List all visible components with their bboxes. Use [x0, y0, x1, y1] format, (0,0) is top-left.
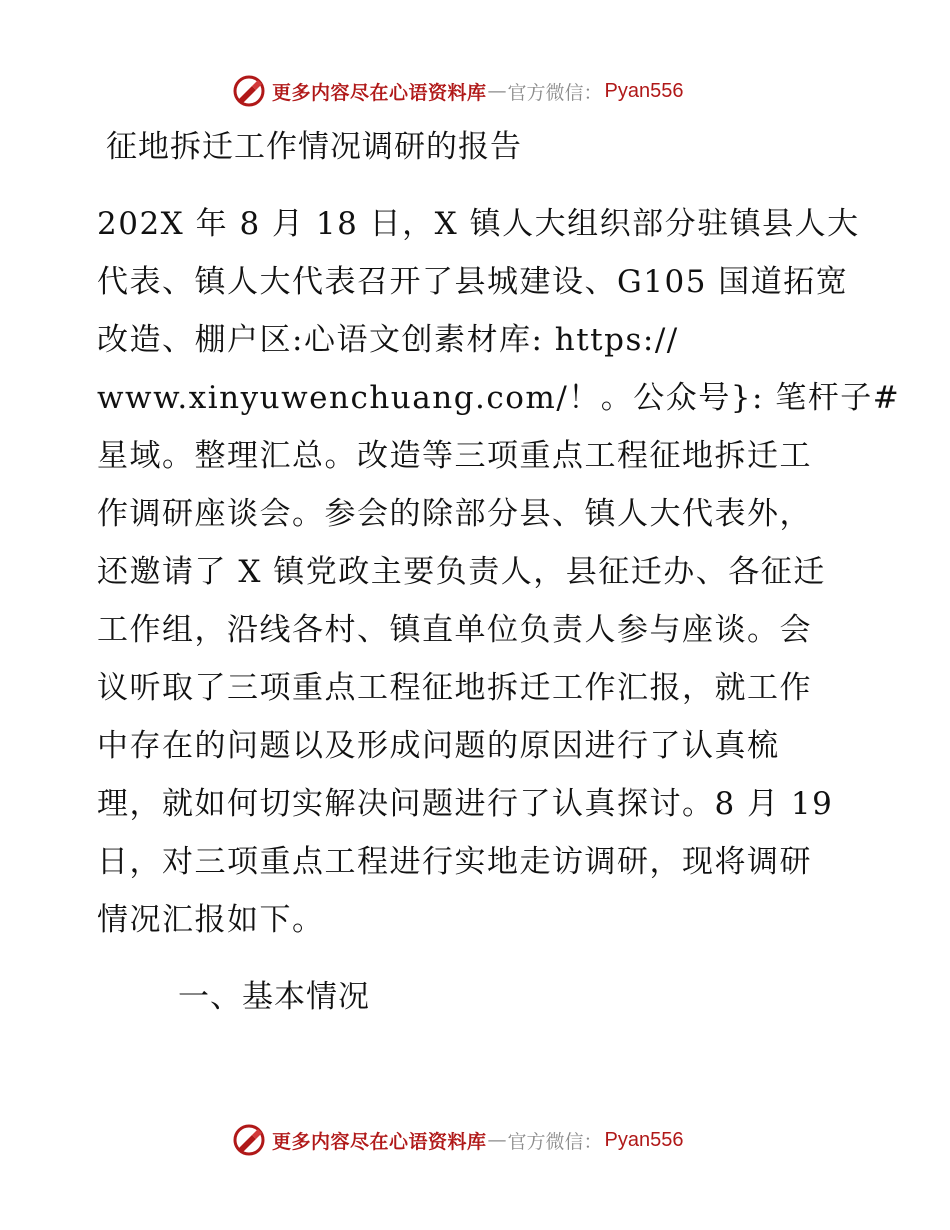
document-title: 征地拆迁工作情况调研的报告: [106, 129, 522, 165]
text-line: 议听取了三项重点工程征地拆迁工作汇报，就工作: [97, 670, 812, 706]
promo-text: 更多内容尽在心语资料库: [272, 1130, 487, 1153]
body-paragraph: [97, 195, 901, 949]
wechat-label: 官方微信：: [507, 1130, 603, 1153]
text-line: 中存在的问题以及形成问题的原因进行了认真梳: [97, 728, 780, 764]
text-line: 202X 年 8 月 18 日，X 镇人大组织部分驻镇县人大: [97, 206, 860, 242]
pen-logo-icon: [232, 1123, 266, 1157]
wechat-account: Pyan556: [604, 79, 684, 102]
text-line: 星域。整理汇总。改造等三项重点工程征地拆迁工: [97, 438, 812, 474]
text-line: 理，就如何切实解决问题进行了认真探讨。8 月 19: [97, 786, 834, 822]
text-line: 还邀请了 X 镇党政主要负责人，县征迁办、各征迁: [97, 554, 826, 590]
section-heading: 一、基本情况: [178, 979, 370, 1015]
text-line: 改造、棚户区:心语文创素材库: https://: [97, 322, 679, 358]
text-line: 日，对三项重点工程进行实地走访调研，现将调研: [97, 844, 812, 880]
wechat-label: 官方微信：: [507, 81, 603, 104]
separator-dash: —: [487, 1129, 507, 1151]
text-line: www.xinyuwenchuang.com/！。公众号}: 笔杆子#: [97, 380, 901, 416]
pen-logo-icon: [232, 74, 266, 108]
separator-dash: —: [487, 80, 507, 102]
footer-watermark-banner: [232, 1120, 684, 1160]
text-line: 情况汇报如下。: [97, 902, 325, 938]
wechat-account: Pyan556: [604, 1128, 684, 1151]
text-line: 工作组，沿线各村、镇直单位负责人参与座谈。会: [97, 612, 812, 648]
text-line: 代表、镇人大代表召开了县城建设、G105 国道拓宽: [97, 264, 849, 300]
promo-text: 更多内容尽在心语资料库: [272, 81, 487, 104]
text-line: 作调研座谈会。参会的除部分县、镇人大代表外，: [97, 496, 812, 532]
header-watermark-banner: [232, 71, 684, 111]
